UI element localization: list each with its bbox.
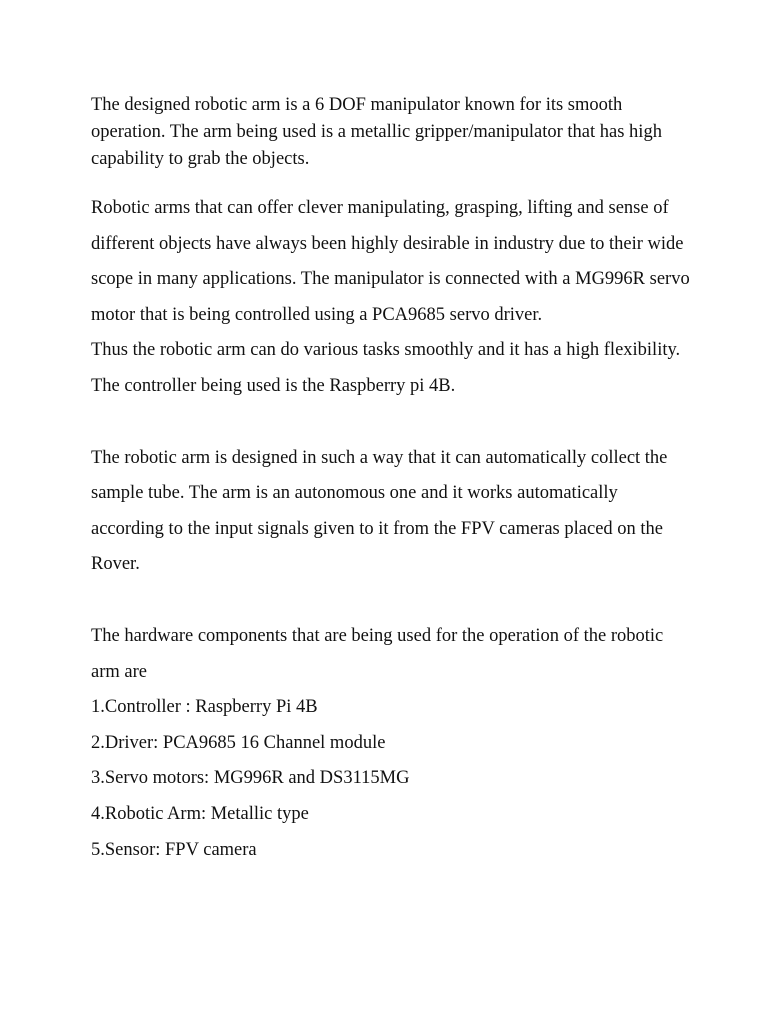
paragraph-gap xyxy=(91,405,691,441)
paragraph-autonomous: The robotic arm is designed in such a way that it can automatically collect the sample tube. The arm is an autonomous one and it works automatically according to the input signals given to it from the FPV cameras placed on the Rover. xyxy=(91,447,668,575)
list-item: 1.Controller : Raspberry Pi 4B xyxy=(91,697,318,718)
list-item: 3.Servo motors: MG996R and DS3115MG xyxy=(91,768,410,789)
paragraph-robotic-arms: Robotic arms that can offer clever manipulating, grasping, lifting and sense of different objects have always been highly desirable in industry due to their wide scope in many applications. The manipulator is connected with a MG996R servo motor that is being controlled using a PCA9685 servo driver. xyxy=(91,198,690,325)
paragraph-hardware-intro: The hardware components that are being used for the operation of the robotic arm are xyxy=(91,625,664,682)
list-item: 2.Driver: PCA9685 16 Channel module xyxy=(91,732,386,753)
components-list xyxy=(91,690,691,868)
paragraph-intro: The designed robotic arm is a 6 DOF manipulator known for its smooth operation. The arm being used is a metallic gripper/manipulator that has high capability to grab the objects. xyxy=(91,95,662,169)
list-item: 5.Sensor: FPV camera xyxy=(91,839,257,860)
document-page xyxy=(91,92,691,868)
paragraph-gap xyxy=(91,583,691,619)
list-item: 4.Robotic Arm: Metallic type xyxy=(91,803,309,824)
paragraph-flexibility: Thus the robotic arm can do various tasks smoothly and it has a high flexibility. The controller being used is the Raspberry pi 4B. xyxy=(91,340,681,396)
paragraph-gap xyxy=(91,173,691,191)
